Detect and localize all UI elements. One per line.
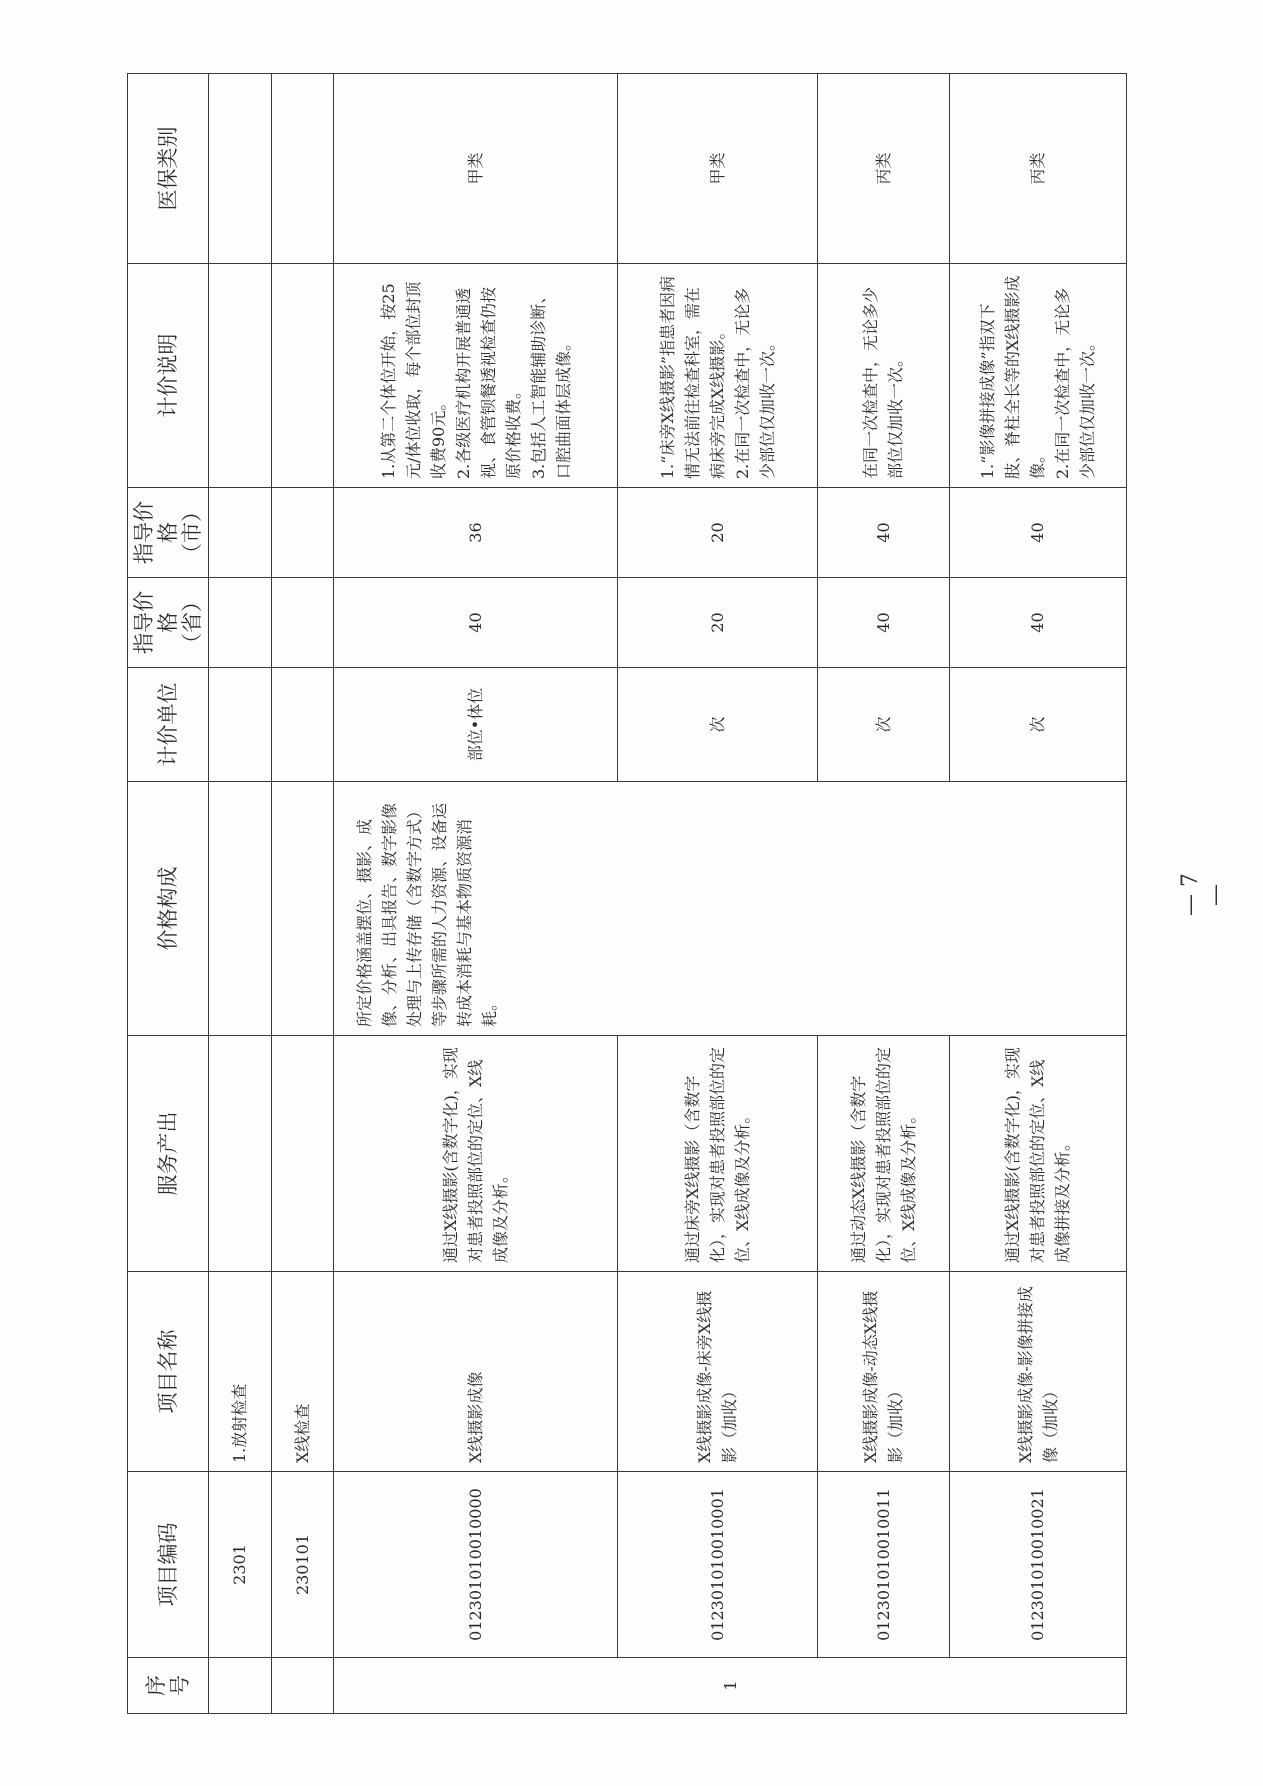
header-price-city: 指导价格（市） xyxy=(128,488,209,578)
header-unit: 计价单位 xyxy=(128,668,209,782)
note-line: 2.在同一次检查中，无论多少部位仅加收一次。 xyxy=(732,287,777,479)
category-row-level1 xyxy=(209,74,272,1714)
category-row-level2 xyxy=(271,74,334,1714)
item-code: 012301010010001 xyxy=(617,1472,817,1658)
item-category: 丙类 xyxy=(949,74,1126,264)
item-output: 通过床旁X线摄影（含数字化），实现对患者投照部位的定位、X线成像及分析。 xyxy=(617,1036,817,1272)
category-name: X线检查 xyxy=(271,1272,334,1472)
group-seq: 1 xyxy=(334,1658,1127,1714)
item-output: 通过X线摄影(含数字化)，实现对患者投照部位的定位、X线成像及分析。 xyxy=(334,1036,617,1272)
item-name: X线摄影成像-床旁X线摄影（加收） xyxy=(617,1272,817,1472)
item-price-prov: 20 xyxy=(617,578,817,668)
item-notes xyxy=(817,264,949,488)
header-category: 医保类别 xyxy=(128,74,209,264)
note-line: 3.包括人工智能辅助诊断、口腔曲面体层成像。 xyxy=(528,287,573,479)
category-code: 2301 xyxy=(209,1472,272,1658)
item-notes xyxy=(949,264,1126,488)
category-code: 230101 xyxy=(271,1472,334,1658)
item-notes xyxy=(617,264,817,488)
note-line: 在同一次检查中，无论多少部位仅加收一次。 xyxy=(861,286,906,479)
item-name: X线摄影成像-动态X线摄影（加收） xyxy=(817,1272,949,1472)
item-output: 通过X线摄影(含数字化)，实现对患者投照部位的定位、X线成像拼接及分析。 xyxy=(949,1036,1126,1272)
header-notes: 计价说明 xyxy=(128,264,209,488)
item-category: 甲类 xyxy=(334,74,617,264)
table-row xyxy=(334,74,617,1714)
item-category: 甲类 xyxy=(617,74,817,264)
item-price-city: 20 xyxy=(617,488,817,578)
note-line: 2.在同一次检查中，无论多少部位仅加收一次。 xyxy=(1053,287,1098,479)
item-name: X线摄影成像-影像拼接成像（加收） xyxy=(949,1272,1126,1472)
header-price-prov: 指导价格（省） xyxy=(128,578,209,668)
item-unit: 次 xyxy=(817,668,949,782)
item-notes xyxy=(334,264,617,488)
page-number: — 7 — xyxy=(1178,873,1228,917)
item-code: 012301010010021 xyxy=(949,1472,1126,1658)
note-line: 1.“影像拼接成像”指双下肢、脊柱全长等的X线摄影成像。 xyxy=(978,275,1048,479)
item-unit: 次 xyxy=(617,668,817,782)
item-price-city: 40 xyxy=(817,488,949,578)
header-name: 项目名称 xyxy=(128,1272,209,1472)
item-category: 丙类 xyxy=(817,74,949,264)
item-price-prov: 40 xyxy=(817,578,949,668)
header-row xyxy=(128,74,209,1714)
header-composition: 价格构成 xyxy=(128,782,209,1036)
item-price-prov: 40 xyxy=(949,578,1126,668)
note-line: 1.从第二个体位开始，按25元/体位收取，每个部位封顶收费90元。 xyxy=(378,281,448,479)
note-line: 2.各级医疗机构开展普通透视、食管钡餐透视检查仍按原价格收费。 xyxy=(453,286,523,479)
category-name: 1.放射检查 xyxy=(209,1272,272,1472)
rotated-table-wrapper xyxy=(127,74,1127,1714)
item-unit: 次 xyxy=(949,668,1126,782)
note-line: 1.“床旁X线摄影”指患者因病情无法前往检查科室，需在病床旁完成X线摄影。 xyxy=(657,275,727,479)
item-output: 通过动态X线摄影（含数字化），实现对患者投照部位的定位、X线成像及分析。 xyxy=(817,1036,949,1272)
item-name: X线摄影成像 xyxy=(334,1272,617,1472)
item-composition: 所定价格涵盖摆位、摄影、成像、分析、出具报告、数字影像处理与上传存储（含数字方式）等步骤所需的人力资源、设备运转成本消耗与基本物质资源消耗。 xyxy=(334,782,1127,1036)
header-output: 服务产出 xyxy=(128,1036,209,1272)
header-code: 项目编码 xyxy=(128,1472,209,1658)
price-table xyxy=(127,73,1127,1714)
item-price-city: 36 xyxy=(334,488,617,578)
item-code: 012301010010000 xyxy=(334,1472,617,1658)
item-price-prov: 40 xyxy=(334,578,617,668)
item-code: 012301010010011 xyxy=(817,1472,949,1658)
header-seq: 序号 xyxy=(128,1658,209,1714)
category-seq-cell xyxy=(271,1658,334,1714)
category-seq-cell xyxy=(209,1658,272,1714)
item-unit: 部位•体位 xyxy=(334,668,617,782)
item-price-city: 40 xyxy=(949,488,1126,578)
